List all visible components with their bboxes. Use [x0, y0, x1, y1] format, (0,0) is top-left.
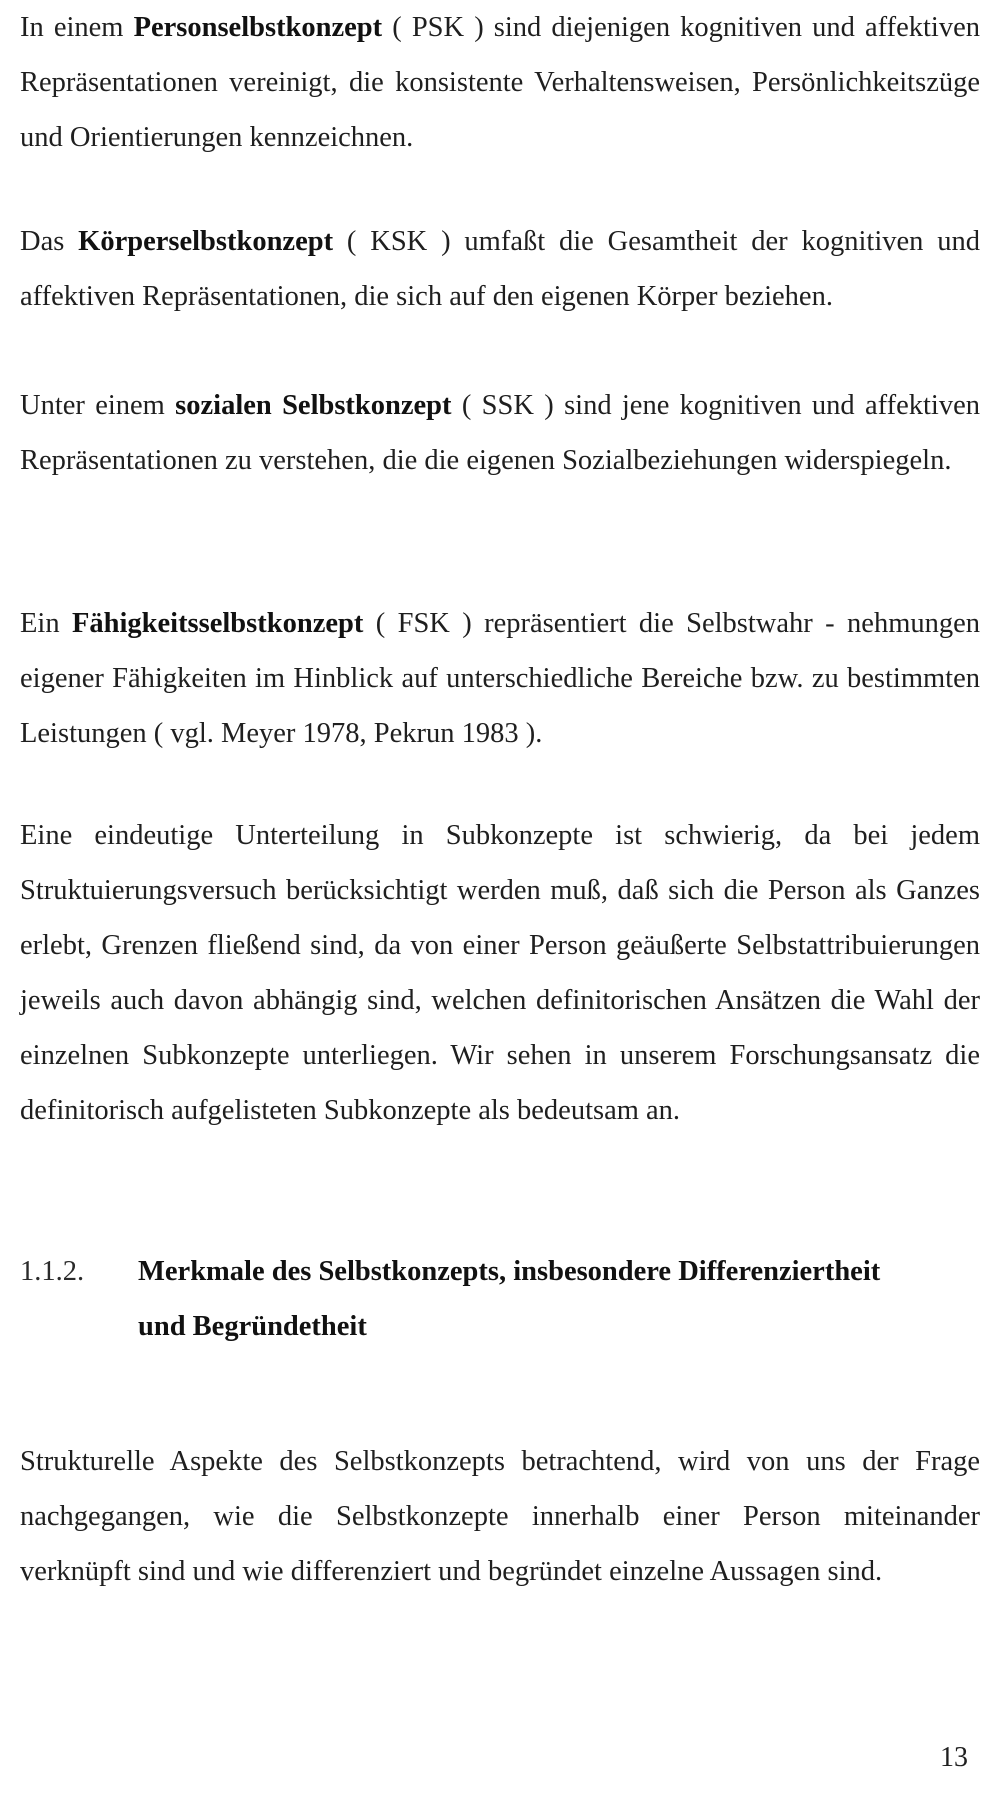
- paragraph-faehigkeitsselbstkonzept: [20, 596, 980, 761]
- paragraph-text: ( SSK ) sind jene kognitiven und affektiven Repräsentationen zu verstehen, die die eigenen Sozialbeziehungen widerspiegeln.: [20, 390, 980, 476]
- term-personselbstkonzept: Personselbstkonzept: [133, 12, 383, 43]
- section-title-line-2: und Begründetheit: [138, 1311, 367, 1342]
- paragraph-text: ( FSK ) repräsentiert die Selbstwahr - nehmungen eigener Fähigkeiten im Hinblick auf unterschiedliche Bereiche bzw. zu bestimmten Leistungen ( vgl. Meyer 1978, Pekrun 1983 ).: [20, 608, 981, 749]
- term-koerperselbstkonzept: Körperselbstkonzept: [78, 226, 334, 257]
- paragraph-text: Ein: [20, 608, 72, 639]
- term-faehigkeitsselbstkonzept: Fähigkeitsselbstkonzept: [71, 608, 364, 639]
- paragraph-text: ( KSK ) umfaßt die Gesamtheit der kognitiven und affektiven Repräsentationen, die sich auf den eigenen Körper beziehen.: [20, 226, 980, 312]
- paragraph-text: In einem: [20, 12, 134, 43]
- section-heading: [20, 1244, 980, 1354]
- page-number: 13: [940, 1742, 968, 1773]
- paragraph-unterteilung: Eine eindeutige Unterteilung in Subkonzepte ist schwierig, da bei jedem Struktuierungsversuch berücksichtigt werden muß, daß sich die Person als Ganzes erlebt, Grenzen fließend sind, da von einer Person geäußerte Selbstattribuierungen jeweils auch davon abhängig sind, welchen definitorischen Ansätzen die Wahl der einzelnen Subkonzepte unterliegen. Wir sehen in unserem Forschungsansatz die definitorisch aufgelisteten Subkonzepte als bedeutsam an.: [20, 820, 980, 1126]
- paragraph-text: Das: [20, 226, 79, 257]
- term-soziales-selbstkonzept: sozialen Selbstkonzept: [175, 390, 452, 421]
- paragraph-soziales-selbstkonzept: [20, 378, 980, 488]
- section-title-line-1: Merkmale des Selbstkonzepts, insbesondere Differenziertheit: [138, 1256, 881, 1287]
- section-number: 1.1.2.: [20, 1256, 85, 1287]
- paragraph-text: Unter einem: [20, 390, 176, 421]
- paragraph-personselbstkonzept: [20, 0, 980, 165]
- paragraph-text: ( PSK ) sind diejenigen kognitiven und affektiven Repräsentationen vereinigt, die konsistente Verhaltensweisen, Persönlichkeitszüge und Orientierungen kennzeichnen.: [20, 12, 980, 153]
- paragraph-koerperselbstkonzept: [20, 214, 980, 324]
- paragraph-strukturelle-aspekte: Strukturelle Aspekte des Selbstkonzepts betrachtend, wird von uns der Frage nachgegangen, wie die Selbstkonzepte innerhalb einer Person miteinander verknüpft sind und wie differenziert und begründet einzelne Aussagen sind.: [20, 1446, 980, 1587]
